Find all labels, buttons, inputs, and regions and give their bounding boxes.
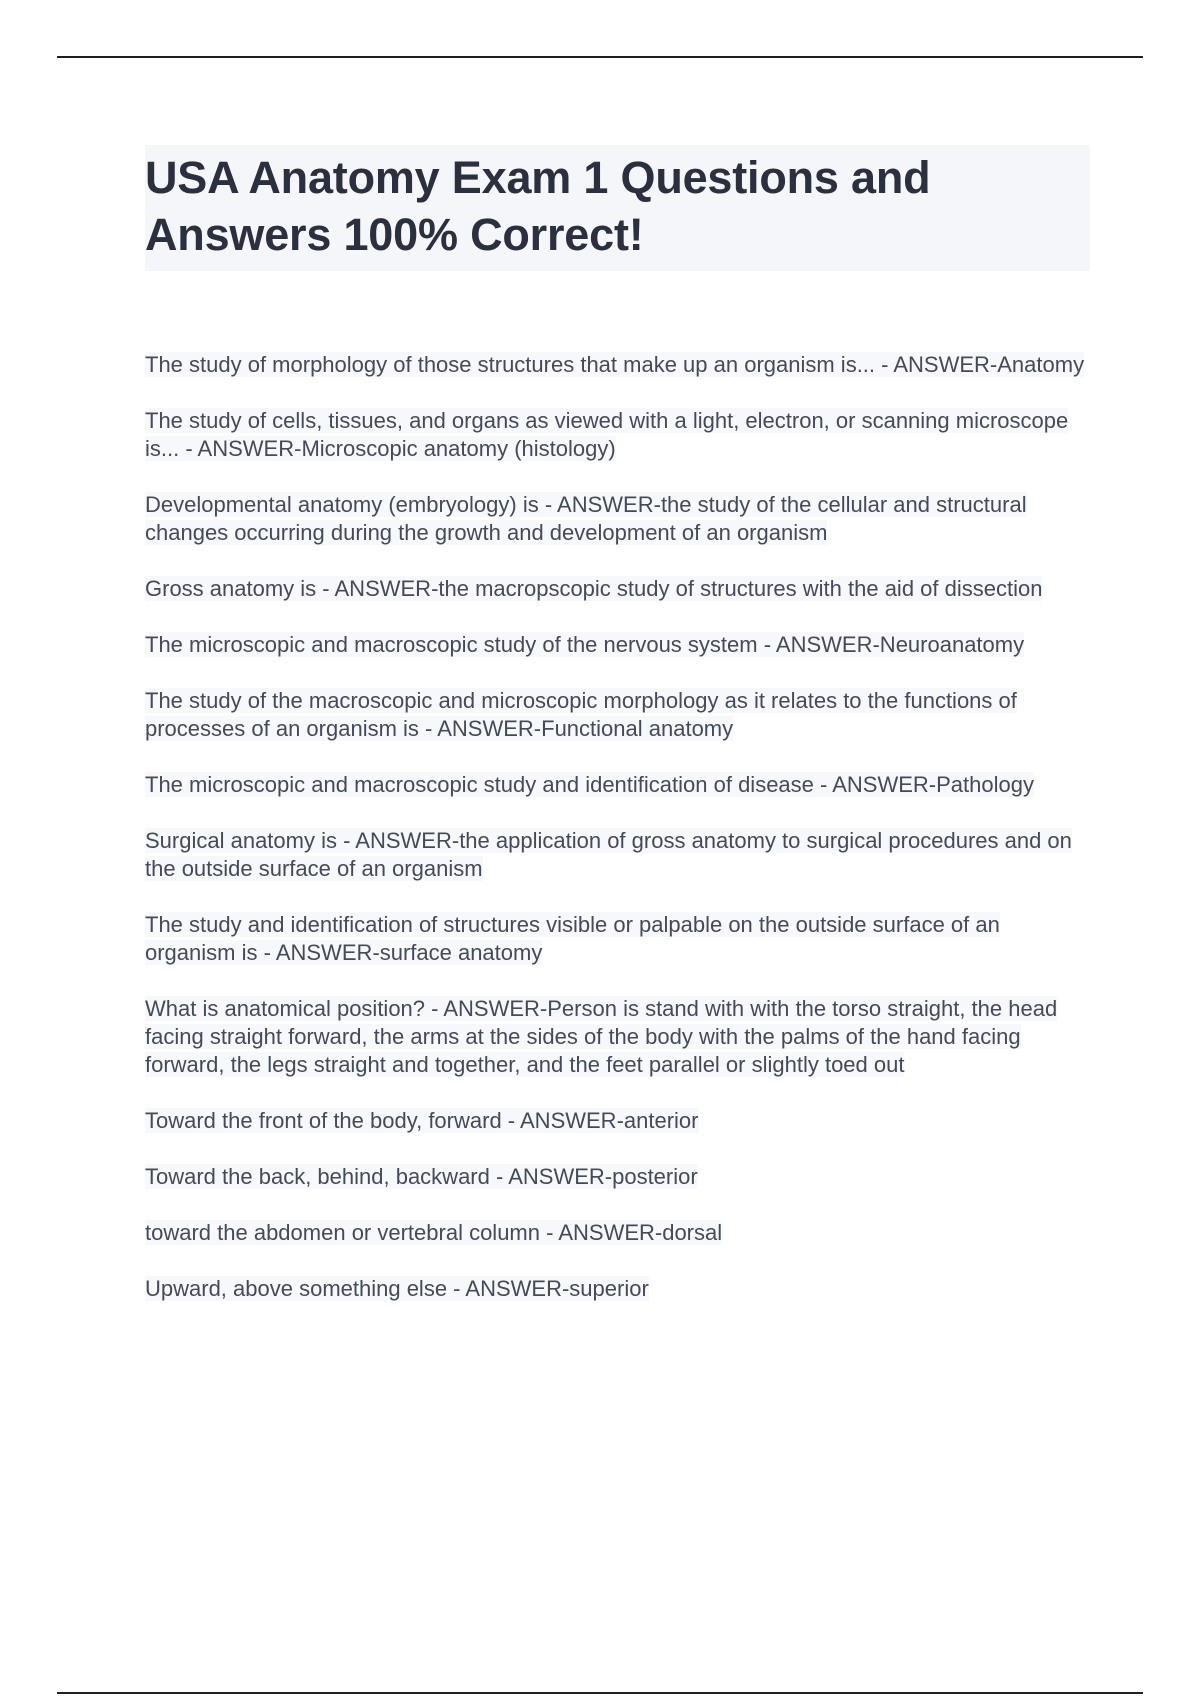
- document-title: USA Anatomy Exam 1 Questions and Answers 100% Correct!: [145, 152, 931, 260]
- qa-item: [145, 407, 1090, 463]
- qa-item: [145, 1107, 1090, 1135]
- qa-item: [145, 911, 1090, 967]
- qa-item: [145, 1219, 1090, 1247]
- qa-item: [145, 631, 1090, 659]
- qa-text: Gross anatomy is - ANSWER-the macropscopic study of structures with the aid of dissection: [145, 576, 1043, 601]
- qa-text: The study of cells, tissues, and organs as viewed with a light, electron, or scanning microscope is... - ANSWER-Microscopic anatomy (histology): [145, 408, 1069, 461]
- bottom-divider: [57, 1692, 1143, 1694]
- qa-item: [145, 1275, 1090, 1303]
- qa-text: The microscopic and macroscopic study of the nervous system - ANSWER-Neuroanatomy: [145, 632, 1025, 657]
- top-divider: [57, 56, 1143, 58]
- qa-text: The microscopic and macroscopic study and identification of disease - ANSWER-Pathology: [145, 772, 1034, 797]
- title-block: [145, 145, 1090, 271]
- qa-item: [145, 1163, 1090, 1191]
- qa-item: [145, 575, 1090, 603]
- qa-text: Toward the front of the body, forward - ANSWER-anterior: [145, 1108, 699, 1133]
- qa-item: [145, 771, 1090, 799]
- qa-item: [145, 351, 1090, 379]
- qa-item: [145, 491, 1090, 547]
- qa-text: Upward, above something else - ANSWER-superior: [145, 1276, 649, 1301]
- qa-item: [145, 687, 1090, 743]
- qa-text: The study of the macroscopic and microscopic morphology as it relates to the functions of processes of an organism is - ANSWER-Functional anatomy: [145, 688, 1017, 741]
- qa-text: What is anatomical position? - ANSWER-Person is stand with with the torso straight, the head facing straight forward, the arms at the sides of the body with the palms of the hand facing forward, the legs straight and together, and the feet parallel or slightly toed out: [145, 996, 1058, 1077]
- qa-text: The study of morphology of those structures that make up an organism is... - ANSWER-Anatomy: [145, 352, 1085, 377]
- qa-text: Developmental anatomy (embryology) is - ANSWER-the study of the cellular and structural changes occurring during the growth and development of an organism: [145, 492, 1027, 545]
- qa-text: Toward the back, behind, backward - ANSWER-posterior: [145, 1164, 698, 1189]
- qa-item: [145, 827, 1090, 883]
- qa-text: toward the abdomen or vertebral column - ANSWER-dorsal: [145, 1220, 723, 1245]
- document-body: [145, 145, 1090, 1331]
- qa-text: The study and identification of structures visible or palpable on the outside surface of an organism is - ANSWER-surface anatomy: [145, 912, 1000, 965]
- qa-text: Surgical anatomy is - ANSWER-the application of gross anatomy to surgical procedures and on the outside surface of an organism: [145, 828, 1072, 881]
- qa-item: [145, 995, 1090, 1079]
- qa-list: [145, 351, 1090, 1303]
